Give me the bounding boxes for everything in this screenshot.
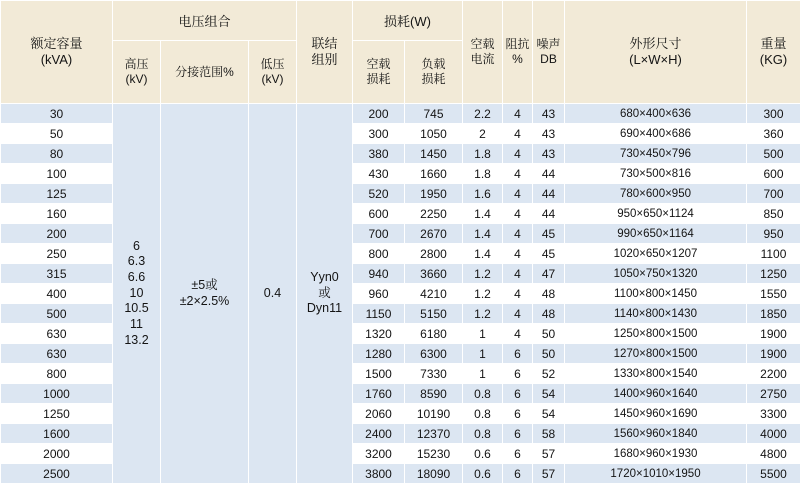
cell-noise: 44 bbox=[533, 164, 565, 184]
header-capacity bbox=[1, 1, 113, 104]
connection-line: Yyn0 bbox=[310, 270, 339, 285]
cell-noload-loss: 3200 bbox=[353, 444, 405, 464]
cell-dimensions: 1050×750×1320 bbox=[565, 264, 747, 284]
header-noise-line1: 噪声 bbox=[536, 37, 561, 51]
cell-impedance: 4 bbox=[503, 244, 533, 264]
cell-impedance: 4 bbox=[503, 324, 533, 344]
cell-dimensions: 1020×650×1207 bbox=[565, 244, 747, 264]
cell-dimensions: 950×650×1124 bbox=[565, 204, 747, 224]
cell-noload-current: 0.8 bbox=[463, 384, 503, 404]
hv-value: 10 bbox=[129, 285, 144, 300]
cell-noise: 58 bbox=[533, 424, 565, 444]
cell-noload-loss: 1280 bbox=[353, 344, 405, 364]
cell-capacity: 2000 bbox=[1, 444, 113, 464]
cell-noload-current: 1 bbox=[463, 324, 503, 344]
header-weight-line2: (KG) bbox=[759, 52, 788, 67]
cell-capacity: 630 bbox=[1, 344, 113, 364]
cell-dimensions: 730×500×816 bbox=[565, 164, 747, 184]
cell-load-loss: 6180 bbox=[405, 324, 463, 344]
cell-dimensions: 1720×1010×1950 bbox=[565, 464, 747, 484]
cell-dimensions: 730×450×796 bbox=[565, 144, 747, 164]
cell-impedance: 4 bbox=[503, 184, 533, 204]
cell-capacity: 100 bbox=[1, 164, 113, 184]
cell-dimensions: 1270×800×1500 bbox=[565, 344, 747, 364]
cell-impedance: 6 bbox=[503, 404, 533, 424]
cell-noload-loss: 1760 bbox=[353, 384, 405, 404]
cell-noload-loss: 300 bbox=[353, 124, 405, 144]
header-impedance bbox=[503, 1, 533, 104]
header-row-top bbox=[1, 1, 800, 41]
cell-capacity: 800 bbox=[1, 364, 113, 384]
tap-range-line: ±2×2.5% bbox=[179, 293, 230, 308]
cell-noload-loss: 600 bbox=[353, 204, 405, 224]
hv-values-stack bbox=[113, 239, 160, 348]
header-load-loss-line2: 损耗 bbox=[421, 72, 446, 87]
cell-weight: 850 bbox=[747, 204, 800, 224]
cell-noload-loss: 960 bbox=[353, 284, 405, 304]
cell-impedance: 4 bbox=[503, 104, 533, 124]
cell-weight: 600 bbox=[747, 164, 800, 184]
header-lv-line2: (kV) bbox=[261, 72, 284, 87]
hv-value: 13.2 bbox=[124, 332, 149, 347]
cell-load-loss: 15230 bbox=[405, 444, 463, 464]
cell-noload-current: 2.2 bbox=[463, 104, 503, 124]
cell-impedance: 4 bbox=[503, 164, 533, 184]
cell-noise: 50 bbox=[533, 344, 565, 364]
cell-noload-loss: 3800 bbox=[353, 464, 405, 484]
cell-capacity: 1250 bbox=[1, 404, 113, 424]
cell-dimensions: 1330×800×1540 bbox=[565, 364, 747, 384]
cell-noise: 43 bbox=[533, 104, 565, 124]
header-lv-line1: 低压 bbox=[260, 57, 285, 72]
cell-weight: 4000 bbox=[747, 424, 800, 444]
cell-capacity: 400 bbox=[1, 284, 113, 304]
cell-noise: 50 bbox=[533, 324, 565, 344]
cell-capacity: 125 bbox=[1, 184, 113, 204]
cell-impedance: 6 bbox=[503, 344, 533, 364]
cell-capacity: 80 bbox=[1, 144, 113, 164]
cell-dimensions: 1560×960×1840 bbox=[565, 424, 747, 444]
header-hv bbox=[113, 41, 161, 104]
header-connection-line1: 联结 bbox=[311, 35, 338, 51]
cell-impedance: 4 bbox=[503, 124, 533, 144]
cell-weight: 3300 bbox=[747, 404, 800, 424]
header-dimensions-line2: (L×W×H) bbox=[629, 52, 682, 67]
cell-impedance: 4 bbox=[503, 224, 533, 244]
cell-noload-current: 0.8 bbox=[463, 404, 503, 424]
cell-dimensions: 1140×800×1430 bbox=[565, 304, 747, 324]
cell-noload-loss: 1320 bbox=[353, 324, 405, 344]
header-noload-current-line2: 电流 bbox=[470, 52, 495, 66]
cell-noload-current: 0.8 bbox=[463, 424, 503, 444]
cell-capacity: 315 bbox=[1, 264, 113, 284]
cell-noise: 54 bbox=[533, 384, 565, 404]
cell-weight: 1100 bbox=[747, 244, 800, 264]
cell-noise: 45 bbox=[533, 244, 565, 264]
cell-noise: 48 bbox=[533, 304, 565, 324]
cell-dimensions: 990×650×1164 bbox=[565, 224, 747, 244]
header-load-loss bbox=[405, 41, 463, 104]
cell-load-loss: 2250 bbox=[405, 204, 463, 224]
cell-weight: 360 bbox=[747, 124, 800, 144]
cell-noload-current: 1.4 bbox=[463, 204, 503, 224]
hv-value: 6.3 bbox=[127, 254, 146, 269]
header-impedance-line2: % bbox=[512, 52, 523, 66]
cell-capacity: 160 bbox=[1, 204, 113, 224]
cell-impedance: 6 bbox=[503, 464, 533, 484]
cell-noload-loss: 2400 bbox=[353, 424, 405, 444]
cell-dimensions: 690×400×686 bbox=[565, 124, 747, 144]
cell-load-loss: 6300 bbox=[405, 344, 463, 364]
header-lv bbox=[249, 41, 297, 104]
cell-noload-loss: 200 bbox=[353, 104, 405, 124]
header-impedance-line1: 阻抗 bbox=[505, 37, 530, 51]
header-connection bbox=[297, 1, 353, 104]
cell-noise: 44 bbox=[533, 184, 565, 204]
cell-noload-current: 1 bbox=[463, 344, 503, 364]
cell-load-loss: 1950 bbox=[405, 184, 463, 204]
cell-impedance: 6 bbox=[503, 444, 533, 464]
cell-weight: 1900 bbox=[747, 324, 800, 344]
cell-noise: 54 bbox=[533, 404, 565, 424]
header-noise bbox=[533, 1, 565, 104]
cell-load-loss: 10190 bbox=[405, 404, 463, 424]
cell-noload-current: 1.2 bbox=[463, 304, 503, 324]
cell-load-loss: 1450 bbox=[405, 144, 463, 164]
cell-impedance: 4 bbox=[503, 284, 533, 304]
cell-impedance: 6 bbox=[503, 384, 533, 404]
cell-noload-loss: 380 bbox=[353, 144, 405, 164]
cell-noload-loss: 940 bbox=[353, 264, 405, 284]
cell-noload-current: 0.6 bbox=[463, 464, 503, 484]
header-dimensions-line1: 外形尺寸 bbox=[629, 35, 682, 51]
hv-value: 11 bbox=[130, 316, 143, 331]
header-loss-group: 损耗(W) bbox=[353, 1, 463, 41]
cell-capacity: 200 bbox=[1, 224, 113, 244]
header-weight-line1: 重量 bbox=[760, 35, 787, 51]
cell-noise: 43 bbox=[533, 144, 565, 164]
cell-capacity: 500 bbox=[1, 304, 113, 324]
cell-impedance: 4 bbox=[503, 204, 533, 224]
cell-capacity: 2500 bbox=[1, 464, 113, 484]
cell-weight: 300 bbox=[747, 104, 800, 124]
tap-range-line: ±5或 bbox=[191, 277, 218, 292]
cell-capacity: 30 bbox=[1, 104, 113, 124]
cell-noload-loss: 700 bbox=[353, 224, 405, 244]
cell-noload-loss: 1150 bbox=[353, 304, 405, 324]
cell-load-loss: 1050 bbox=[405, 124, 463, 144]
cell-load-loss: 18090 bbox=[405, 464, 463, 484]
cell-weight: 700 bbox=[747, 184, 800, 204]
header-noload-loss-line1: 空载 bbox=[366, 57, 391, 72]
cell-dimensions: 680×400×636 bbox=[565, 104, 747, 124]
cell-noload-current: 1.2 bbox=[463, 284, 503, 304]
cell-capacity: 1600 bbox=[1, 424, 113, 444]
cell-noload-loss: 520 bbox=[353, 184, 405, 204]
cell-dimensions: 1450×960×1690 bbox=[565, 404, 747, 424]
cell-load-loss: 3660 bbox=[405, 264, 463, 284]
cell-load-loss: 12370 bbox=[405, 424, 463, 444]
hv-value: 6.6 bbox=[127, 270, 146, 285]
tap-range-stack bbox=[161, 278, 248, 309]
cell-weight: 5500 bbox=[747, 464, 800, 484]
table-row bbox=[1, 104, 800, 124]
cell-noload-loss: 2060 bbox=[353, 404, 405, 424]
cell-noise: 45 bbox=[533, 224, 565, 244]
header-voltage-group: 电压组合 bbox=[113, 1, 297, 41]
header-weight bbox=[747, 1, 800, 104]
cell-load-loss: 4210 bbox=[405, 284, 463, 304]
cell-load-loss: 2800 bbox=[405, 244, 463, 264]
cell-impedance: 4 bbox=[503, 264, 533, 284]
header-load-loss-line1: 负载 bbox=[421, 57, 446, 72]
connection-stack bbox=[297, 270, 352, 317]
header-hv-line1: 高压 bbox=[124, 57, 149, 72]
cell-load-loss: 8590 bbox=[405, 384, 463, 404]
cell-weight: 500 bbox=[747, 144, 800, 164]
cell-load-loss: 7330 bbox=[405, 364, 463, 384]
cell-weight: 1850 bbox=[747, 304, 800, 324]
cell-noload-current: 0.6 bbox=[463, 444, 503, 464]
header-noload-loss bbox=[353, 41, 405, 104]
hv-value: 10.5 bbox=[124, 301, 149, 316]
cell-noload-loss: 430 bbox=[353, 164, 405, 184]
cell-noise: 44 bbox=[533, 204, 565, 224]
cell-noload-current: 1.2 bbox=[463, 264, 503, 284]
cell-noload-current: 1.4 bbox=[463, 224, 503, 244]
cell-capacity: 50 bbox=[1, 124, 113, 144]
header-noload-loss-line2: 损耗 bbox=[366, 72, 391, 87]
cell-noise: 57 bbox=[533, 464, 565, 484]
cell-noload-loss: 1500 bbox=[353, 364, 405, 384]
cell-load-loss: 2670 bbox=[405, 224, 463, 244]
cell-weight: 1900 bbox=[747, 344, 800, 364]
cell-weight: 2200 bbox=[747, 364, 800, 384]
cell-noise: 48 bbox=[533, 284, 565, 304]
header-hv-line2: (kV) bbox=[125, 72, 148, 87]
cell-noload-current: 1.8 bbox=[463, 144, 503, 164]
header-noload-current-line1: 空载 bbox=[470, 37, 495, 51]
cell-dimensions: 1100×800×1450 bbox=[565, 284, 747, 304]
cell-capacity: 250 bbox=[1, 244, 113, 264]
cell-noise: 43 bbox=[533, 124, 565, 144]
cell-connection-value bbox=[297, 104, 353, 484]
cell-dimensions: 1400×960×1640 bbox=[565, 384, 747, 404]
cell-capacity: 630 bbox=[1, 324, 113, 344]
cell-noload-current: 1.4 bbox=[463, 244, 503, 264]
cell-hv-values bbox=[113, 104, 161, 484]
cell-capacity: 1000 bbox=[1, 384, 113, 404]
header-noise-line2: DB bbox=[540, 52, 557, 66]
cell-load-loss: 5150 bbox=[405, 304, 463, 324]
header-capacity-line2: (kVA) bbox=[40, 52, 73, 67]
cell-weight: 1550 bbox=[747, 284, 800, 304]
cell-weight: 4800 bbox=[747, 444, 800, 464]
header-tap-range: 分接范围% bbox=[161, 41, 249, 104]
header-dimensions bbox=[565, 1, 747, 104]
connection-line: Dyn11 bbox=[306, 301, 343, 316]
hv-value: 6 bbox=[133, 238, 140, 253]
header-noload-current bbox=[463, 1, 503, 104]
cell-dimensions: 780×600×950 bbox=[565, 184, 747, 204]
cell-weight: 950 bbox=[747, 224, 800, 244]
cell-weight: 1250 bbox=[747, 264, 800, 284]
connection-line: 或 bbox=[318, 285, 331, 300]
cell-noise: 52 bbox=[533, 364, 565, 384]
header-connection-line2: 组别 bbox=[311, 52, 338, 67]
cell-noload-loss: 800 bbox=[353, 244, 405, 264]
cell-load-loss: 745 bbox=[405, 104, 463, 124]
header-capacity-line1: 额定容量 bbox=[30, 35, 83, 51]
cell-noload-current: 1 bbox=[463, 364, 503, 384]
cell-load-loss: 1660 bbox=[405, 164, 463, 184]
cell-weight: 2750 bbox=[747, 384, 800, 404]
cell-noload-current: 1.8 bbox=[463, 164, 503, 184]
cell-dimensions: 1680×960×1930 bbox=[565, 444, 747, 464]
cell-impedance: 4 bbox=[503, 144, 533, 164]
cell-noload-current: 2 bbox=[463, 124, 503, 144]
cell-impedance: 6 bbox=[503, 364, 533, 384]
cell-dimensions: 1250×800×1500 bbox=[565, 324, 747, 344]
cell-impedance: 4 bbox=[503, 304, 533, 324]
cell-tap-range-value bbox=[161, 104, 249, 484]
cell-noise: 47 bbox=[533, 264, 565, 284]
cell-impedance: 6 bbox=[503, 424, 533, 444]
cell-noload-current: 1.6 bbox=[463, 184, 503, 204]
cell-noise: 57 bbox=[533, 444, 565, 464]
cell-lv-value: 0.4 bbox=[249, 104, 297, 484]
